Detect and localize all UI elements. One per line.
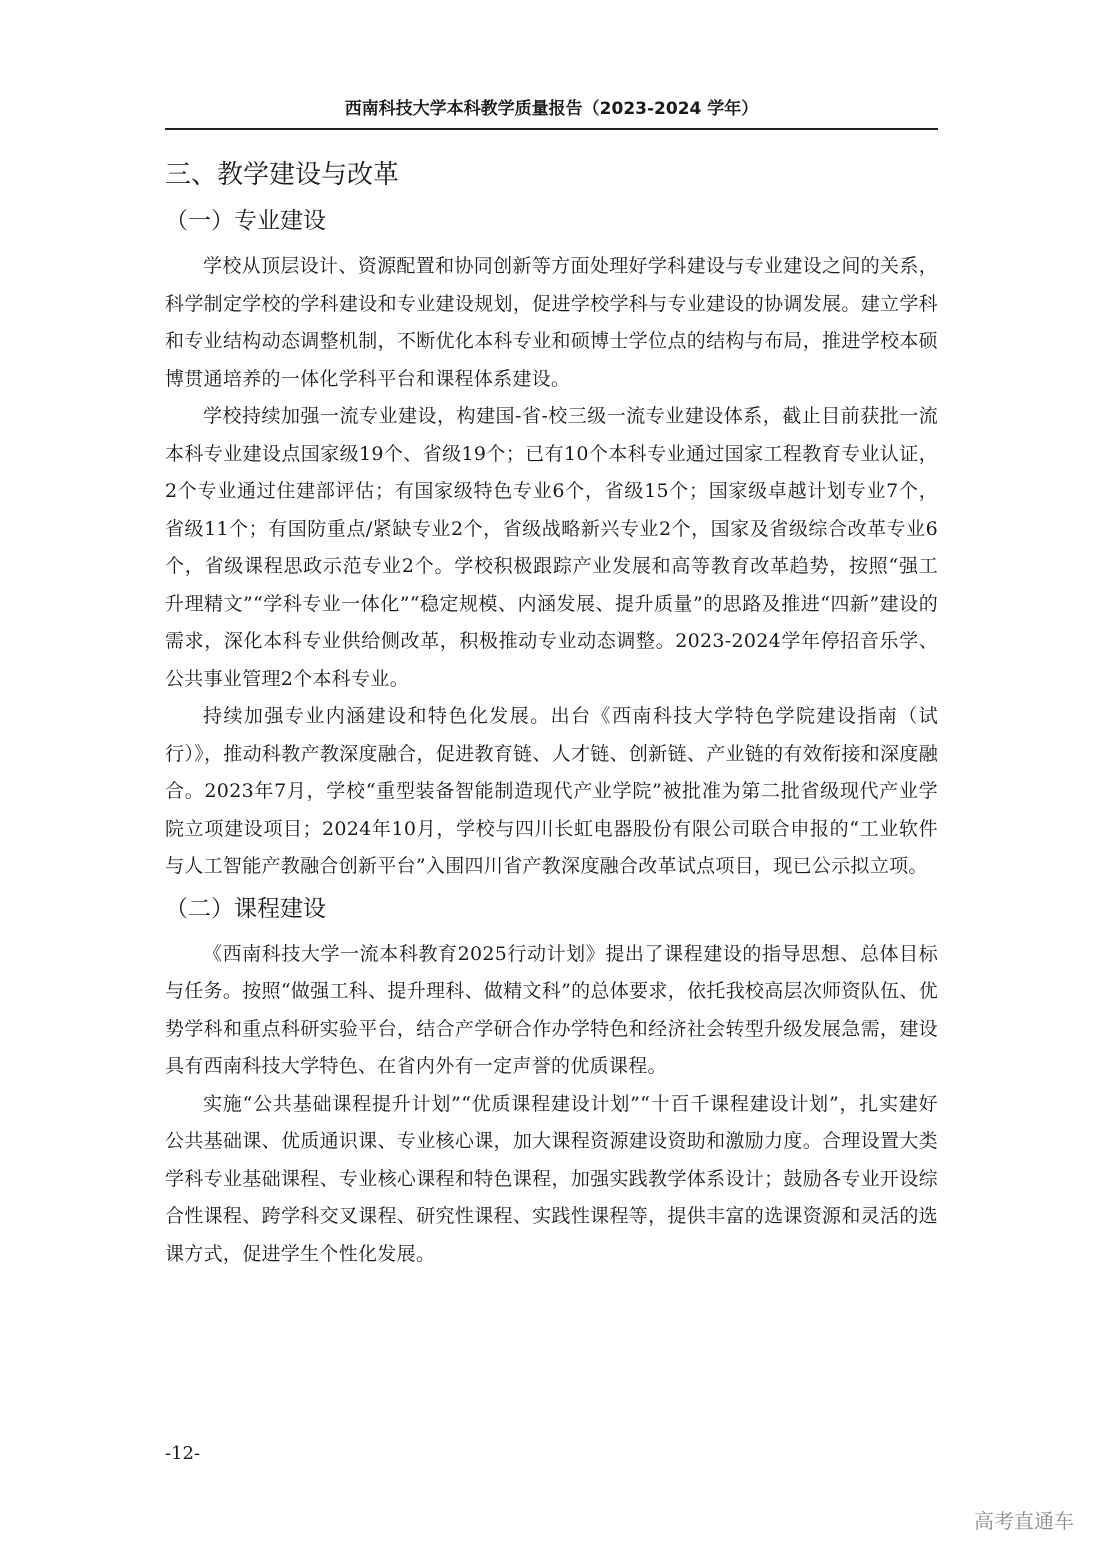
page-content xyxy=(165,152,938,1273)
subsection-title-course-construction: （二）课程建设 xyxy=(165,895,326,922)
paragraph: 学校从顶层设计、资源配置和协同创新等方面处理好学科建设与专业建设之间的关系，科学制定学校的学科建设和专业建设规划，促进学校学科与专业建设的协调发展。建立学科和专业结构动态调整机制，不断优化本科专业和硕博士学位点的结构与布局，推进学校本硕博贯通培养的一体化学科平台和课程体系建设。 xyxy=(165,255,938,390)
paragraph: 实施“公共基础课程提升计划”“优质课程建设计划”“十百千课程建设计划”，扎实建好公共基础课、优质通识课、专业核心课，加大课程资源建设资助和激励力度。合理设置大类学科专业基础课程、专业核心课程和特色课程，加强实践教学体系设计；鼓励各专业开设综合性课程、跨学科交叉课程、研究性课程、实践性课程等，提供丰富的选课资源和灵活的选课方式，促进学生个性化发展。 xyxy=(165,1092,938,1265)
paragraph: 学校持续加强一流专业建设，构建国-省-校三级一流专业建设体系，截止目前获批一流本科专业建设点国家级19个、省级19个；已有10个本科专业通过国家工程教育专业认证，2个专业通过住建部评估；有国家级特色专业6个，省级15个；国家级卓越计划专业7个，省级11个；有国防重点/紧缺专业2个，省级战略新兴专业2个，国家及省级综合改革专业6个，省级课程思政示范专业2个。学校积极跟踪产业发展和高等教育改革趋势，按照“强工升理精文”“学科专业一体化”“稳定规模、内涵发展、提升质量”的思路及推进“四新”建设的需求，深化本科专业供给侧改革，积极推动专业动态调整。2023-2024学年停招音乐学、公共事业管理2个本科专业。 xyxy=(165,405,938,690)
page-header-title: 西南科技大学本科教学质量报告（2023-2024 学年） xyxy=(344,99,759,119)
header-rule xyxy=(165,128,938,130)
section-title: 三、教学建设与改革 xyxy=(165,160,400,190)
subsection-title-major-construction: （一）专业建设 xyxy=(165,208,326,234)
paragraph: 《西南科技大学一流本科教育2025行动计划》提出了课程建设的指导思想、总体目标与任务。按照“做强工科、提升理科、做精文科”的总体要求，依托我校高层次师资队伍、优势学科和重点科研实验平台，结合产学研合作办学特色和经济社会转型升级发展急需，建设具有西南科技大学特色、在省内外有一定声誉的优质课程。 xyxy=(165,942,938,1077)
watermark: 高考直通车 xyxy=(974,1509,1074,1533)
page-number: -12- xyxy=(165,1443,201,1464)
paragraph: 持续加强专业内涵建设和特色化发展。出台《西南科技大学特色学院建设指南（试行）》，推动科教产教深度融合，促进教育链、人才链、创新链、产业链的有效衔接和深度融合。2023年7月，学校“重型装备智能制造现代产业学院”被批准为第二批省级现代产业学院立项建设项目；2024年10月，学校与四川长虹电器股份有限公司联合申报的“工业软件与人工智能产教融合创新平台”入围四川省产教深度融合改革试点项目，现已公示拟立项。 xyxy=(165,705,938,877)
